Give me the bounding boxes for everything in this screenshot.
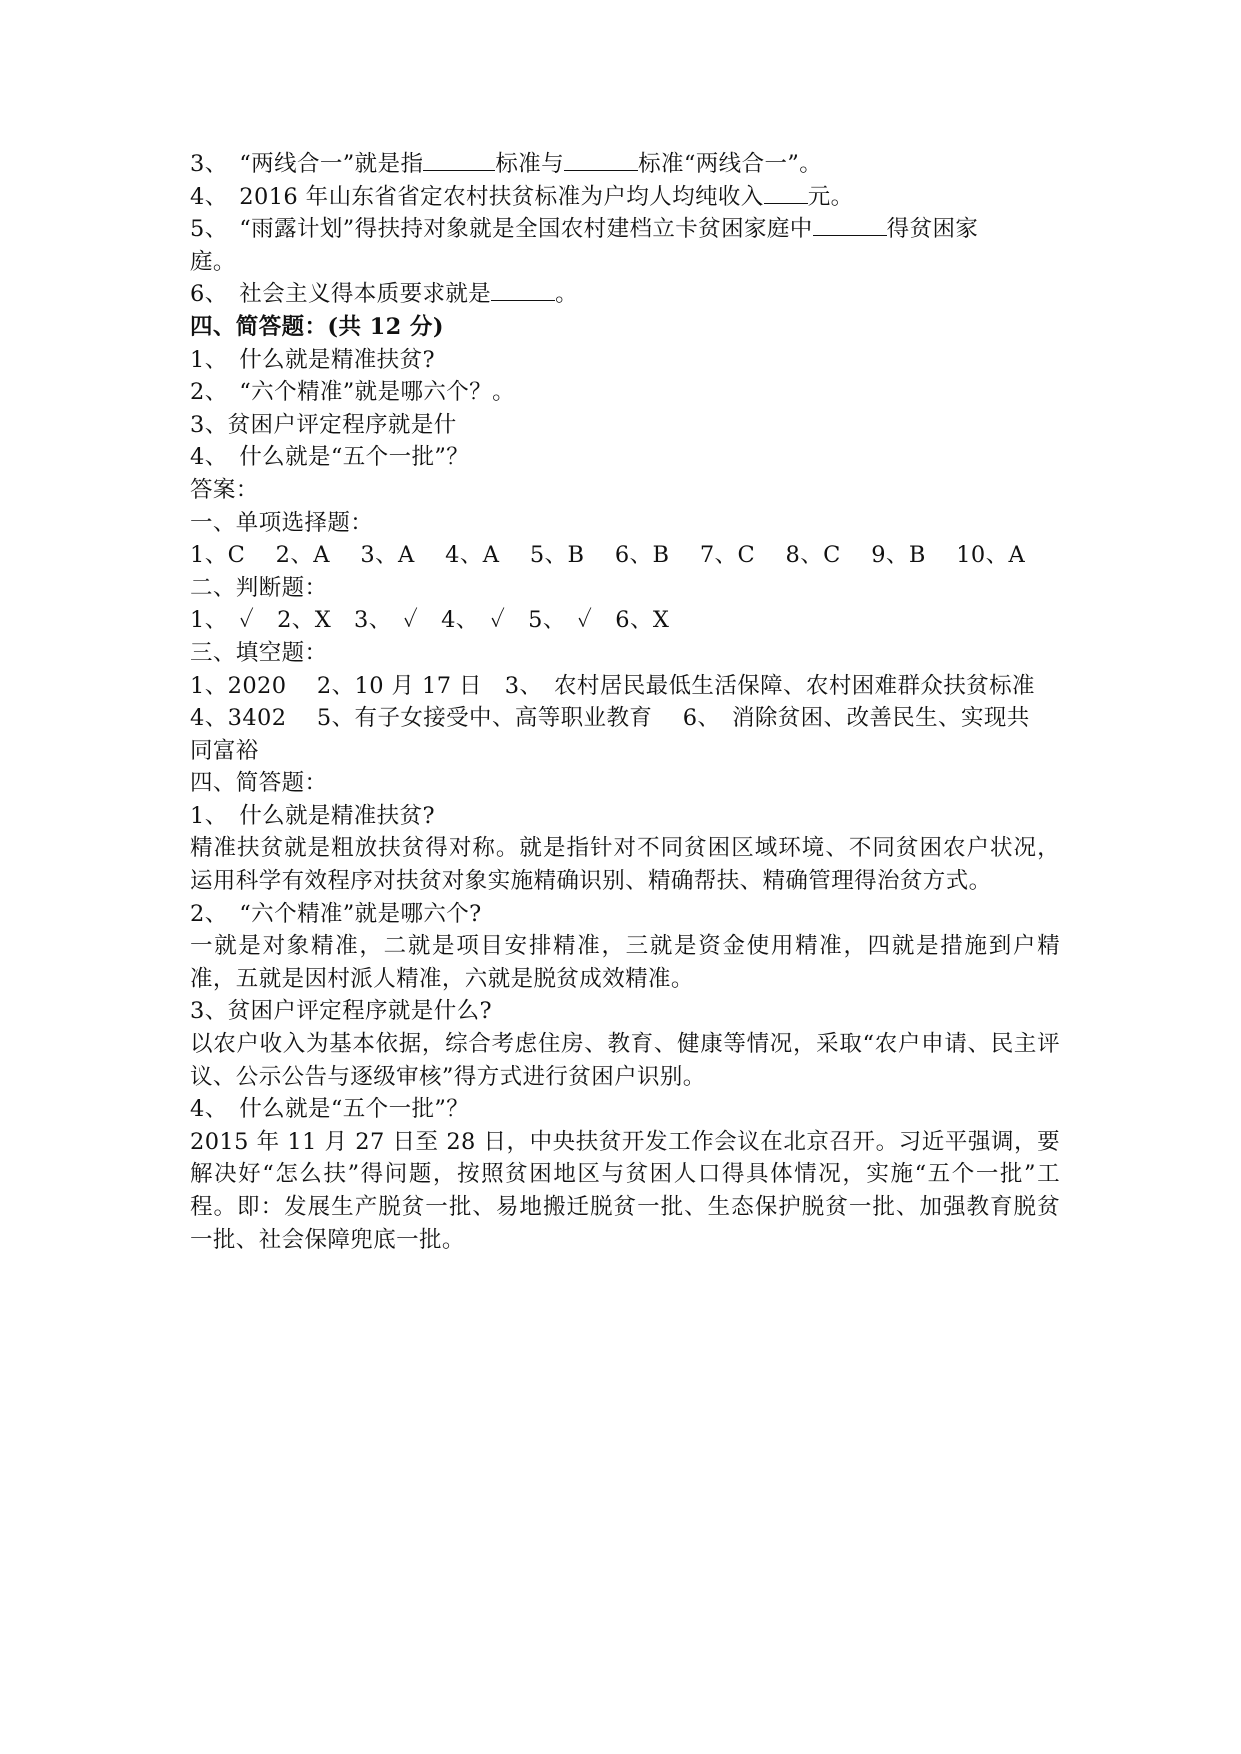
fill-question-4 (190, 181, 1060, 214)
fill-question-6-text-b: 。 (555, 281, 579, 308)
answer-2-text: 一就是对象精准，二就是项目安排精准，三就是资金使用精准，四就是措施到户精准，五就是因村派人精准，六就是脱贫成效精准。 (190, 933, 1060, 992)
answer-2-question: 2、 “六个精准”就是哪六个? (190, 900, 482, 927)
answers-heading: 答案： (190, 476, 259, 503)
answer-4-text: 2015 年 11 月 27 日至 28 日，中央扶贫开发工作会议在北京召开。习近平强调，要解决好“怎么扶”得问题，按照贫困地区与贫困人口得具体情况，实施“五个一批”工程。即：发展生产脱贫一批、易地搬迁脱贫一批、生态保护脱贫一批、加强教育脱贫一批、社会保障兜底一批。 (190, 1128, 1060, 1253)
answer-3-question: 3、贫困户评定程序就是什么? (190, 998, 492, 1025)
fill-answers-line-2: 4、3402 5、有子女接受中、高等职业教育 6、 消除贫困、改善民生、实现共 (190, 705, 1030, 732)
fill-question-4-text-a: 4、 2016 年山东省省定农村扶贫标准为户均人均纯收入 (190, 183, 764, 210)
single-choice-heading: 一、单项选择题： (190, 509, 374, 536)
answer-1-text: 精准扶贫就是粗放扶贫得对称。就是指针对不同贫困区域环境、不同贫困农户状况，运用科学有效程序对扶贫对象实施精确识别、精确帮扶、精确管理得治贫方式。 (190, 835, 1060, 895)
short-answer-answers-heading: 四、简答题： (190, 770, 328, 797)
answer-blank (423, 150, 495, 171)
fill-question-5-text-a: 5、 “雨露计划”得扶持对象就是全国农村建档立卡贫困家庭中 (190, 216, 813, 243)
answer-3-text: 以农户收入为基本依据，综合考虑住房、教育、健康等情况，采取“农户申请、民主评议、公示公告与逐级审核”得方式进行贫困户识别。 (190, 1031, 1060, 1090)
short-answer-question-2: 2、 “六个精准”就是哪六个？。 (190, 379, 515, 406)
answer-1-question: 1、 什么就是精准扶贫? (190, 802, 435, 829)
judge-answers: 1、 ✓ 2、X 3、 ✓ 4、 ✓ 5、 ✓ 6、X (190, 607, 670, 634)
fill-question-5-text-b: 得贫困家 (886, 216, 979, 243)
fill-question-4-text-b: 元。 (807, 183, 854, 210)
single-choice-answers: 1、C 2、A 3、A 4、A 5、B 6、B 7、C 8、C 9、B 10、A (190, 542, 1026, 569)
answer-blank (764, 183, 808, 204)
answer-blank (564, 150, 638, 171)
fill-answers-line-3: 同富裕 (190, 737, 259, 764)
fill-question-5 (190, 213, 1060, 246)
fill-question-6 (190, 278, 1060, 311)
fill-question-5-text-c: 庭。 (190, 248, 236, 275)
answer-4-question: 4、 什么就是“五个一批”？ (190, 1096, 470, 1123)
short-answer-question-3: 3、贫困户评定程序就是什 (190, 411, 457, 438)
section-heading-short-answer: 四、简答题：(共 12 分) (190, 313, 444, 340)
fill-question-3-text-a: 3、 “两线合一”就是指 (190, 151, 424, 177)
short-answer-question-1: 1、 什么就是精准扶贫? (190, 346, 435, 373)
fill-question-5-continued (190, 246, 1060, 279)
answer-blank (491, 280, 555, 301)
fill-question-3-text-b: 标准与 (495, 151, 565, 177)
fill-question-3 (190, 148, 1060, 181)
judge-heading: 二、判断题： (190, 574, 328, 601)
fill-heading: 三、填空题： (190, 639, 328, 666)
document-page (190, 148, 1060, 1256)
fill-question-6-text-a: 6、 社会主义得本质要求就是 (190, 281, 492, 308)
short-answer-question-4: 4、 什么就是“五个一批”？ (190, 444, 470, 471)
answer-blank (813, 215, 887, 236)
fill-answers-line-1: 1、2020 2、10 月 17 日 3、 农村居民最低生活保障、农村困难群众扶贫标准 (190, 672, 1035, 699)
fill-question-3-text-c: 标准“两线合一”。 (638, 151, 823, 177)
